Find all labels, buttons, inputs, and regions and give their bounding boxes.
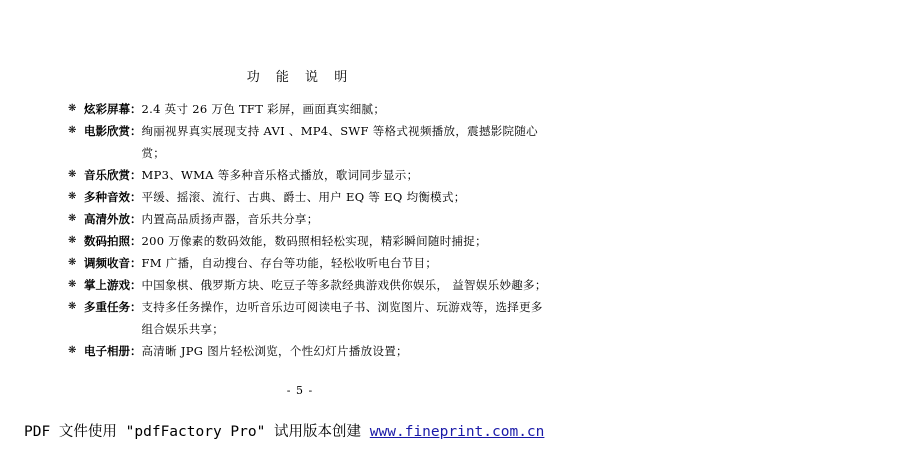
- feature-description: 中国象棋、俄罗斯方块、吃豆子等多款经典游戏供你娱乐， 益智娱乐妙趣多；: [141, 278, 547, 292]
- list-item: [68, 340, 548, 362]
- feature-description: 高清晰 JPG 图片轻松浏览，个性幻灯片播放设置；: [141, 344, 408, 358]
- feature-label: 音乐欣赏：: [84, 168, 142, 182]
- flower-bullet-icon: ❋: [68, 301, 77, 312]
- flower-bullet-icon: ❋: [68, 191, 77, 202]
- flower-bullet-icon: ❋: [68, 125, 77, 136]
- list-item: [68, 98, 548, 120]
- feature-description: 绚丽视界真实展现支持 AVI 、MP4、SWF 等格式视频播放，震撼影院随心赏；: [141, 124, 538, 160]
- footer-text: PDF 文件使用 "pdfFactory Pro" 试用版本创建: [24, 424, 370, 440]
- list-item: [68, 296, 548, 340]
- feature-description: 内置高品质扬声器，音乐共分享；: [141, 212, 319, 226]
- feature-label: 数码拍照：: [84, 234, 142, 248]
- feature-description: 200 万像素的数码效能，数码照相轻松实现，精彩瞬间随时捕捉；: [141, 234, 487, 248]
- feature-description: 平缓、摇滚、流行、古典、爵士、用户 EQ 等 EQ 均衡模式；: [141, 190, 466, 204]
- list-item: [68, 208, 548, 230]
- feature-label: 电子相册：: [84, 344, 142, 358]
- feature-label: 高清外放：: [84, 212, 142, 226]
- flower-bullet-icon: ❋: [68, 235, 77, 246]
- page-number: - 5 -: [286, 384, 314, 397]
- pdf-footer: [24, 420, 544, 441]
- list-item: [68, 274, 548, 296]
- feature-label: 炫彩屏幕：: [84, 102, 142, 116]
- flower-bullet-icon: ❋: [68, 103, 77, 114]
- flower-bullet-icon: ❋: [68, 345, 77, 356]
- feature-label: 多重任务：: [84, 300, 142, 314]
- feature-description: 支持多任务操作，边听音乐边可阅读电子书、浏览图片、玩游戏等，选择更多组合娱乐共享；: [141, 300, 543, 336]
- feature-description: 2.4 英寸 26 万色 TFT 彩屏，画面真实细腻；: [141, 102, 386, 116]
- list-item: [68, 252, 548, 274]
- flower-bullet-icon: ❋: [68, 213, 77, 224]
- feature-label: 多种音效：: [84, 190, 142, 204]
- flower-bullet-icon: ❋: [68, 257, 77, 268]
- feature-description: FM 广播，自动搜台、存台等功能，轻松收听电台节目；: [141, 256, 438, 270]
- feature-label: 掌上游戏：: [84, 278, 142, 292]
- list-item: [68, 120, 548, 164]
- flower-bullet-icon: ❋: [68, 169, 77, 180]
- feature-label: 调频收音：: [84, 256, 142, 270]
- list-item: [68, 164, 548, 186]
- page-title: 功 能 说 明: [246, 70, 354, 85]
- feature-label: 电影欣赏：: [84, 124, 142, 138]
- flower-bullet-icon: ❋: [68, 279, 77, 290]
- fineprint-link[interactable]: www.fineprint.com.cn: [369, 424, 545, 440]
- feature-list: [68, 98, 548, 362]
- list-item: [68, 186, 548, 208]
- list-item: [68, 230, 548, 252]
- feature-description: MP3、WMA 等多种音乐格式播放，歌词同步显示；: [141, 168, 419, 182]
